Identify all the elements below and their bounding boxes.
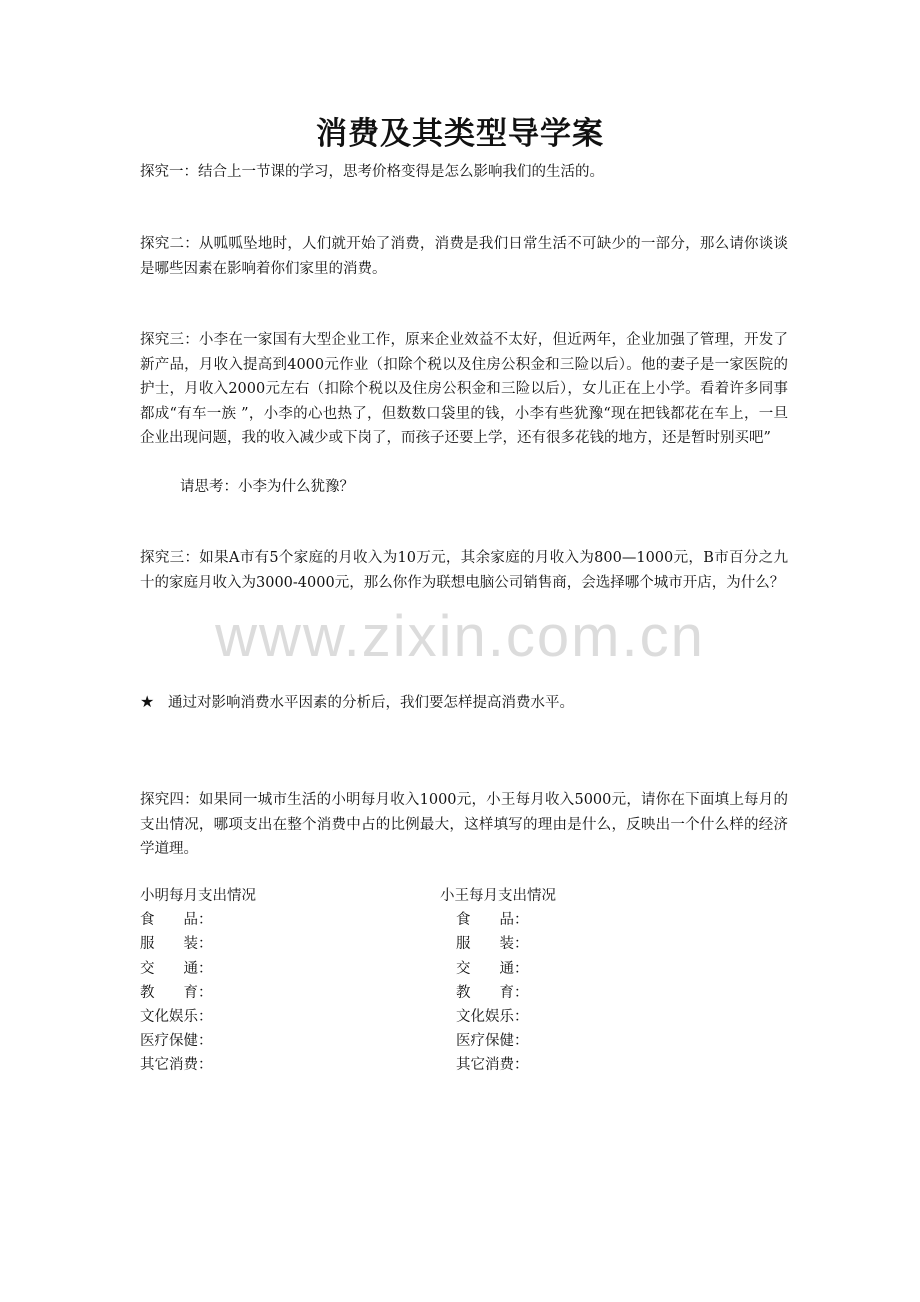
- expense-item: 服 装：: [140, 936, 213, 953]
- expense-item: 文化娱乐：: [456, 1008, 529, 1025]
- expense-item: 教 育：: [456, 984, 529, 1001]
- key-question-text: 通过对影响消费水平因素的分析后，我们要怎样提高消费水平。: [168, 695, 574, 711]
- expense-item: 医疗保健：: [140, 1033, 213, 1050]
- xiaoming-heading: 小明每月支出情况: [140, 888, 256, 904]
- xiaowang-expenses: [440, 884, 556, 1078]
- expense-item: 文化娱乐：: [140, 1008, 213, 1025]
- expense-item: 服 装：: [456, 936, 529, 953]
- inquiry-one: 探究一：结合上一节课的学习，思考价格变得是怎么影响我们的生活的。: [140, 164, 604, 180]
- expense-item: 食 品：: [140, 912, 213, 929]
- xiaowang-heading: 小王每月支出情况: [440, 888, 556, 904]
- expense-item: 交 通：: [140, 960, 213, 977]
- star-icon: ★: [140, 692, 155, 711]
- inquiry-two: 探究二：从呱呱坠地时，人们就开始了消费，消费是我们日常生活不可缺少的一部分，那么请你谈谈是哪些因素在影响着你们家里的消费。: [140, 236, 788, 277]
- document-title: 消费及其类型导学案: [316, 116, 604, 152]
- expense-item: 交 通：: [456, 960, 529, 977]
- inquiry-four: 探究四：如果同一城市生活的小明每月收入1000元，小王每月收入5000元，请你在下面填上每月的支出情况，哪项支出在整个消费中占的比例最大，这样填写的理由是什么，反映出一个什么样的经济学道理。: [140, 792, 788, 857]
- expense-item: 教 育：: [140, 984, 213, 1001]
- key-question: [140, 690, 574, 716]
- xiaoming-expenses: [140, 884, 256, 1078]
- watermark: www.zixin.com.cn: [215, 604, 705, 669]
- inquiry-three-b: 探究三：如果A市有5个家庭的月收入为10万元，其余家庭的月收入为800—1000元，B市百分之九十的家庭月收入为3000-4000元，那么你作为联想电脑公司销售商，会选择哪个城市开店，为什么？: [140, 550, 788, 591]
- expense-item: 其它消费：: [140, 1057, 213, 1074]
- expense-item: 食 品：: [456, 912, 529, 929]
- expense-item: 其它消费：: [456, 1057, 529, 1074]
- inquiry-three-question: 请思考：小李为什么犹豫？: [180, 479, 354, 495]
- expense-item: 医疗保健：: [456, 1033, 529, 1050]
- inquiry-three: 探究三：小李在一家国有大型企业工作，原来企业效益不太好，但近两年，企业加强了管理，开发了新产品，月收入提高到4000元作业（扣除个税以及住房公积金和三险以后）。他的妻子是一家医院的护士，月收入2000元左右（扣除个税以及住房公积金和三险以后），女儿正在上小学。看着许多同事都成“有车一族 ”，小李的心也热了，但数数口袋里的钱，小李有些犹豫“现在把钱都花在车上，一旦企业出现问题，我的收入减少或下岗了，而孩子还要上学，还有很多花钱的地方，还是暂时别买吧”: [140, 332, 788, 446]
